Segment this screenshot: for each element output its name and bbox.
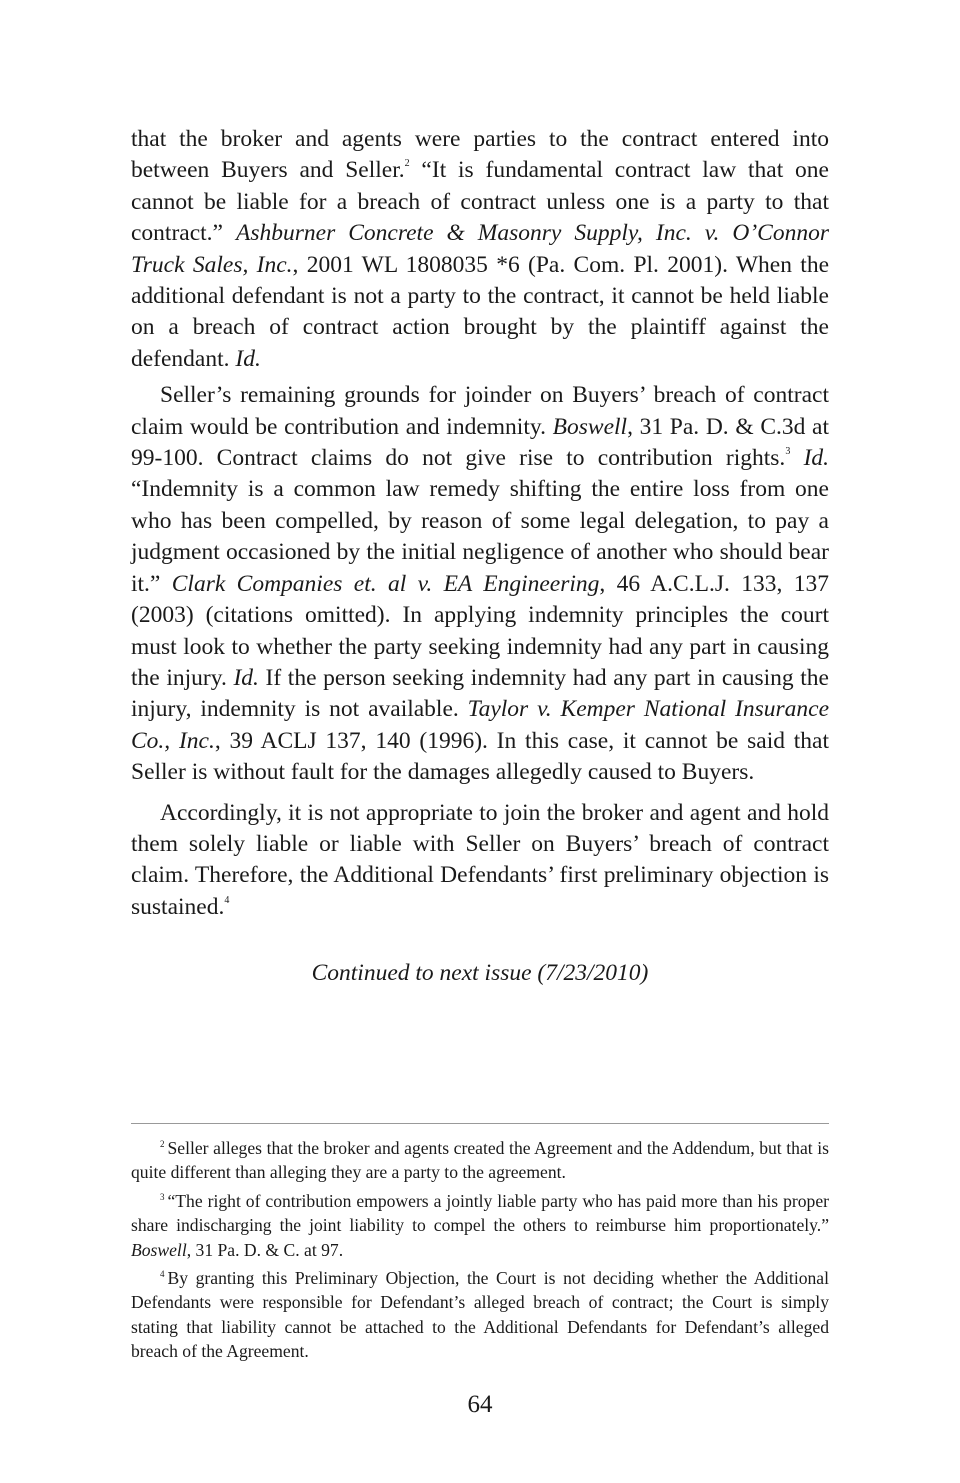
footnote-3 (131, 1189, 829, 1262)
footnote-2 (131, 1136, 829, 1185)
citation-id: Id. (235, 345, 261, 372)
footnote-ref-3[interactable]: 3 (785, 446, 791, 458)
paragraph-1 (131, 124, 829, 375)
page-number: 64 (467, 1391, 493, 1418)
paragraph-2-text-3 (790, 445, 803, 471)
paragraph-2-text-5: , 46 A.C.L.J. 133, 137 (2003) (citations omitted). In applying indemnity principles the court must look to whether the party seeking indemnity had any part in causing the injury. (131, 570, 829, 691)
footnote-4 (131, 1266, 829, 1364)
footnote-text: By granting this Preliminary Objection, the Court is not deciding whether the Additional Defendants were responsible for Defendant’s alleged breach of contract; the Court is simply stating that liability cannot be attached to the Additional Defendants for Defendant’s alleged breach of the Agreement. (131, 1268, 829, 1362)
paragraph-3 (131, 798, 829, 924)
citation-boswell: Boswell (552, 413, 628, 440)
citation-boswell: Boswell (131, 1239, 187, 1260)
paragraph-2-text-7: , 39 ACLJ 137, 140 (1996). In this case, it cannot be said that Seller is without fault for the damages allegedly caused to Buyers. (131, 727, 829, 786)
paragraph-1-text-1: that the broker and agents were parties to the contract entered into between Buyers and Seller. (131, 126, 829, 184)
footnotes (131, 1136, 829, 1368)
footnote-number: 4 (160, 1269, 165, 1280)
footnote-text: Seller alleges that the broker and agents created the Agreement and the Addendum, but that is quite different than alleging they are a party to the agreement. (131, 1138, 829, 1183)
citation-ashburner: Ashburner Concrete & Masonry Supply, Inc. v. O’Connor Truck Sales, Inc. (131, 220, 829, 278)
footnote-number: 3 (160, 1191, 165, 1202)
citation-id: Id. (803, 445, 830, 472)
footnote-number: 2 (160, 1139, 165, 1149)
page-body (131, 124, 829, 989)
paragraph-2-text-4: “Indemnity is a common law remedy shifting the entire loss from one who has been compelled, by reason of some legal delegation, to pay a judgment occasioned by the initial negligence of another who should bear it.” (131, 476, 829, 597)
paragraph-1-text-2: “It is fundamental contract law that one cannot be liable for a breach of contract unless one is a party to that contract.” (131, 157, 829, 247)
footnote-divider (131, 1123, 829, 1124)
paragraph-1-text-3: , 2001 WL 1808035 *6 (Pa. Com. Pl. 2001). When the additional defendant is not a party to the contract, it cannot be held liable on a breach of contract action brought by the plaintiff against the defendant. (131, 251, 830, 372)
footnote-ref-2[interactable]: 2 (404, 158, 410, 170)
paragraph-2-text-6: If the person seeking indemnity had any part in causing the injury, indemnity is not available. (131, 664, 829, 723)
footnote-ref-4[interactable]: 4 (224, 894, 230, 906)
footnote-text: “The right of contribution empowers a jointly liable party who has paid more than his proper share indischarging the joint liability to compel the others to reimburse him proportionately.” (131, 1190, 829, 1236)
footnote-text: , 31 Pa. D. & C. at 97. (186, 1239, 344, 1260)
citation-id: Id. (233, 664, 259, 691)
citation-clark: Clark Companies et. al v. EA Engineering (171, 570, 600, 597)
paragraph-3-text-1: Accordingly, it is not appropriate to join the broker and agent and hold them solely liable or liable with Seller on Buyers’ breach of contract claim. Therefore, the Additional Defendants’ first preliminary objection is sustained. (131, 799, 829, 920)
paragraph-2 (131, 380, 829, 788)
paragraph-2-text-2: , 31 Pa. D. & C.3d at 99-100. Contract claims do not give rise to contribution rights. (131, 413, 830, 472)
paragraph-2-text-1: Seller’s remaining grounds for joinder on Buyers’ breach of contract claim would be contribution and indemnity. (131, 382, 829, 440)
continued-notice: Continued to next issue (7/23/2010) (311, 960, 649, 987)
citation-taylor: Taylor v. Kemper National Insurance Co., Inc. (131, 696, 829, 754)
